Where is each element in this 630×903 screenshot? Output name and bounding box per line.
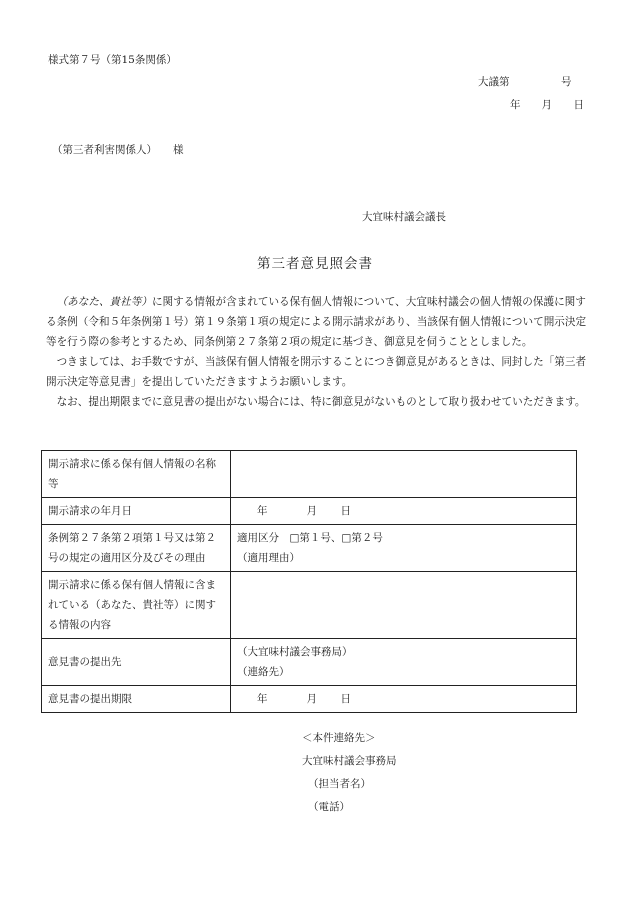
row-label-applicable-category: 条例第２７条第２項第１号又は第２号の規定の適用区分及びその理由: [42, 525, 231, 572]
addressee-name: （第三者利害関係人）: [52, 144, 157, 156]
body-italic-subject: （あなた、貴社等）: [56, 296, 152, 308]
date-month: 月: [541, 99, 552, 111]
contact-office: 大宜味村議会事務局: [302, 755, 397, 767]
table-row: [42, 525, 577, 572]
info-table: [41, 450, 577, 713]
body-paragraph-1: [46, 292, 596, 352]
deadline-year: 年: [257, 693, 268, 705]
table-row: [42, 686, 577, 713]
document-number-prefix: 大議第: [478, 76, 510, 88]
body-paragraph-2: つきましては、お手数ですが、当該保有個人情報を開示することにつき御意見があるときは、同封した「第三者開示決定等意見書」を提出していただきますようお願いします。: [46, 356, 587, 388]
row-label-submission-destination: 意見書の提出先: [42, 639, 231, 686]
form-number: 様式第７号（第15条関係）: [48, 54, 177, 66]
date-day: 日: [573, 99, 584, 111]
body-text: [46, 292, 596, 412]
addressee-honorific: 様: [173, 144, 184, 156]
sender: 大宜味村議会議長: [362, 211, 446, 223]
row-value-submission-deadline: [231, 686, 577, 713]
table-row: [42, 639, 577, 686]
table-row: [42, 451, 577, 498]
document-number: [478, 74, 572, 89]
row-label-request-date: 開示請求の年月日: [42, 498, 231, 525]
body-paragraph-3: なお、提出期限までに意見書の提出がない場合には、特に御意見がないものとして取り扱わせていただきます。: [56, 396, 586, 408]
row-value-submission-destination: [231, 639, 577, 686]
row-value-info-content: [231, 572, 577, 639]
deadline-day: 日: [340, 693, 351, 705]
row-label-info-content: 開示請求に係る保有個人情報に含まれている（あなた、貴社等）に関する情報の内容: [42, 572, 231, 639]
applicable-category-options: 適用区分 □第１号、□第２号: [237, 532, 383, 544]
contact-person: （担当者名）: [308, 778, 371, 790]
request-date-month: 月: [306, 505, 317, 517]
page-title: 第三者意見照会書: [257, 256, 373, 272]
request-date-day: 日: [340, 505, 351, 517]
document-date: [510, 97, 584, 112]
table-row: [42, 498, 577, 525]
row-label-submission-deadline: 意見書の提出期限: [42, 686, 231, 713]
table-row: [42, 572, 577, 639]
date-year: 年: [510, 99, 521, 111]
document-number-suffix: 号: [561, 76, 572, 88]
contact-heading: ＜本件連絡先＞: [302, 732, 376, 744]
request-date-year: 年: [257, 505, 268, 517]
contact-phone: （電話）: [308, 801, 350, 813]
applicable-reason: （適用理由）: [237, 552, 300, 564]
deadline-month: 月: [306, 693, 317, 705]
submission-office: （大宜味村議会事務局）: [237, 646, 353, 658]
addressee: [52, 142, 184, 157]
row-value-info-name: [231, 451, 577, 498]
row-value-applicable-category: [231, 525, 577, 572]
row-label-info-name: 開示請求に係る保有個人情報の名称等: [42, 451, 231, 498]
submission-contact: （連絡先）: [237, 666, 290, 678]
contact-block: [302, 727, 397, 819]
body-paragraph-1-text: に関する情報が含まれている保有個人情報について、大宜味村議会の個人情報の保護に関する条例（令和５年条例第１号）第１９条第１項の規定による開示請求があり、当該保有個人情報について開示決定等を行う際の参考とするため、同条例第２７条第２項の規定に基づき、御意見を伺うこととしました。: [46, 296, 587, 348]
row-value-request-date: [231, 498, 577, 525]
